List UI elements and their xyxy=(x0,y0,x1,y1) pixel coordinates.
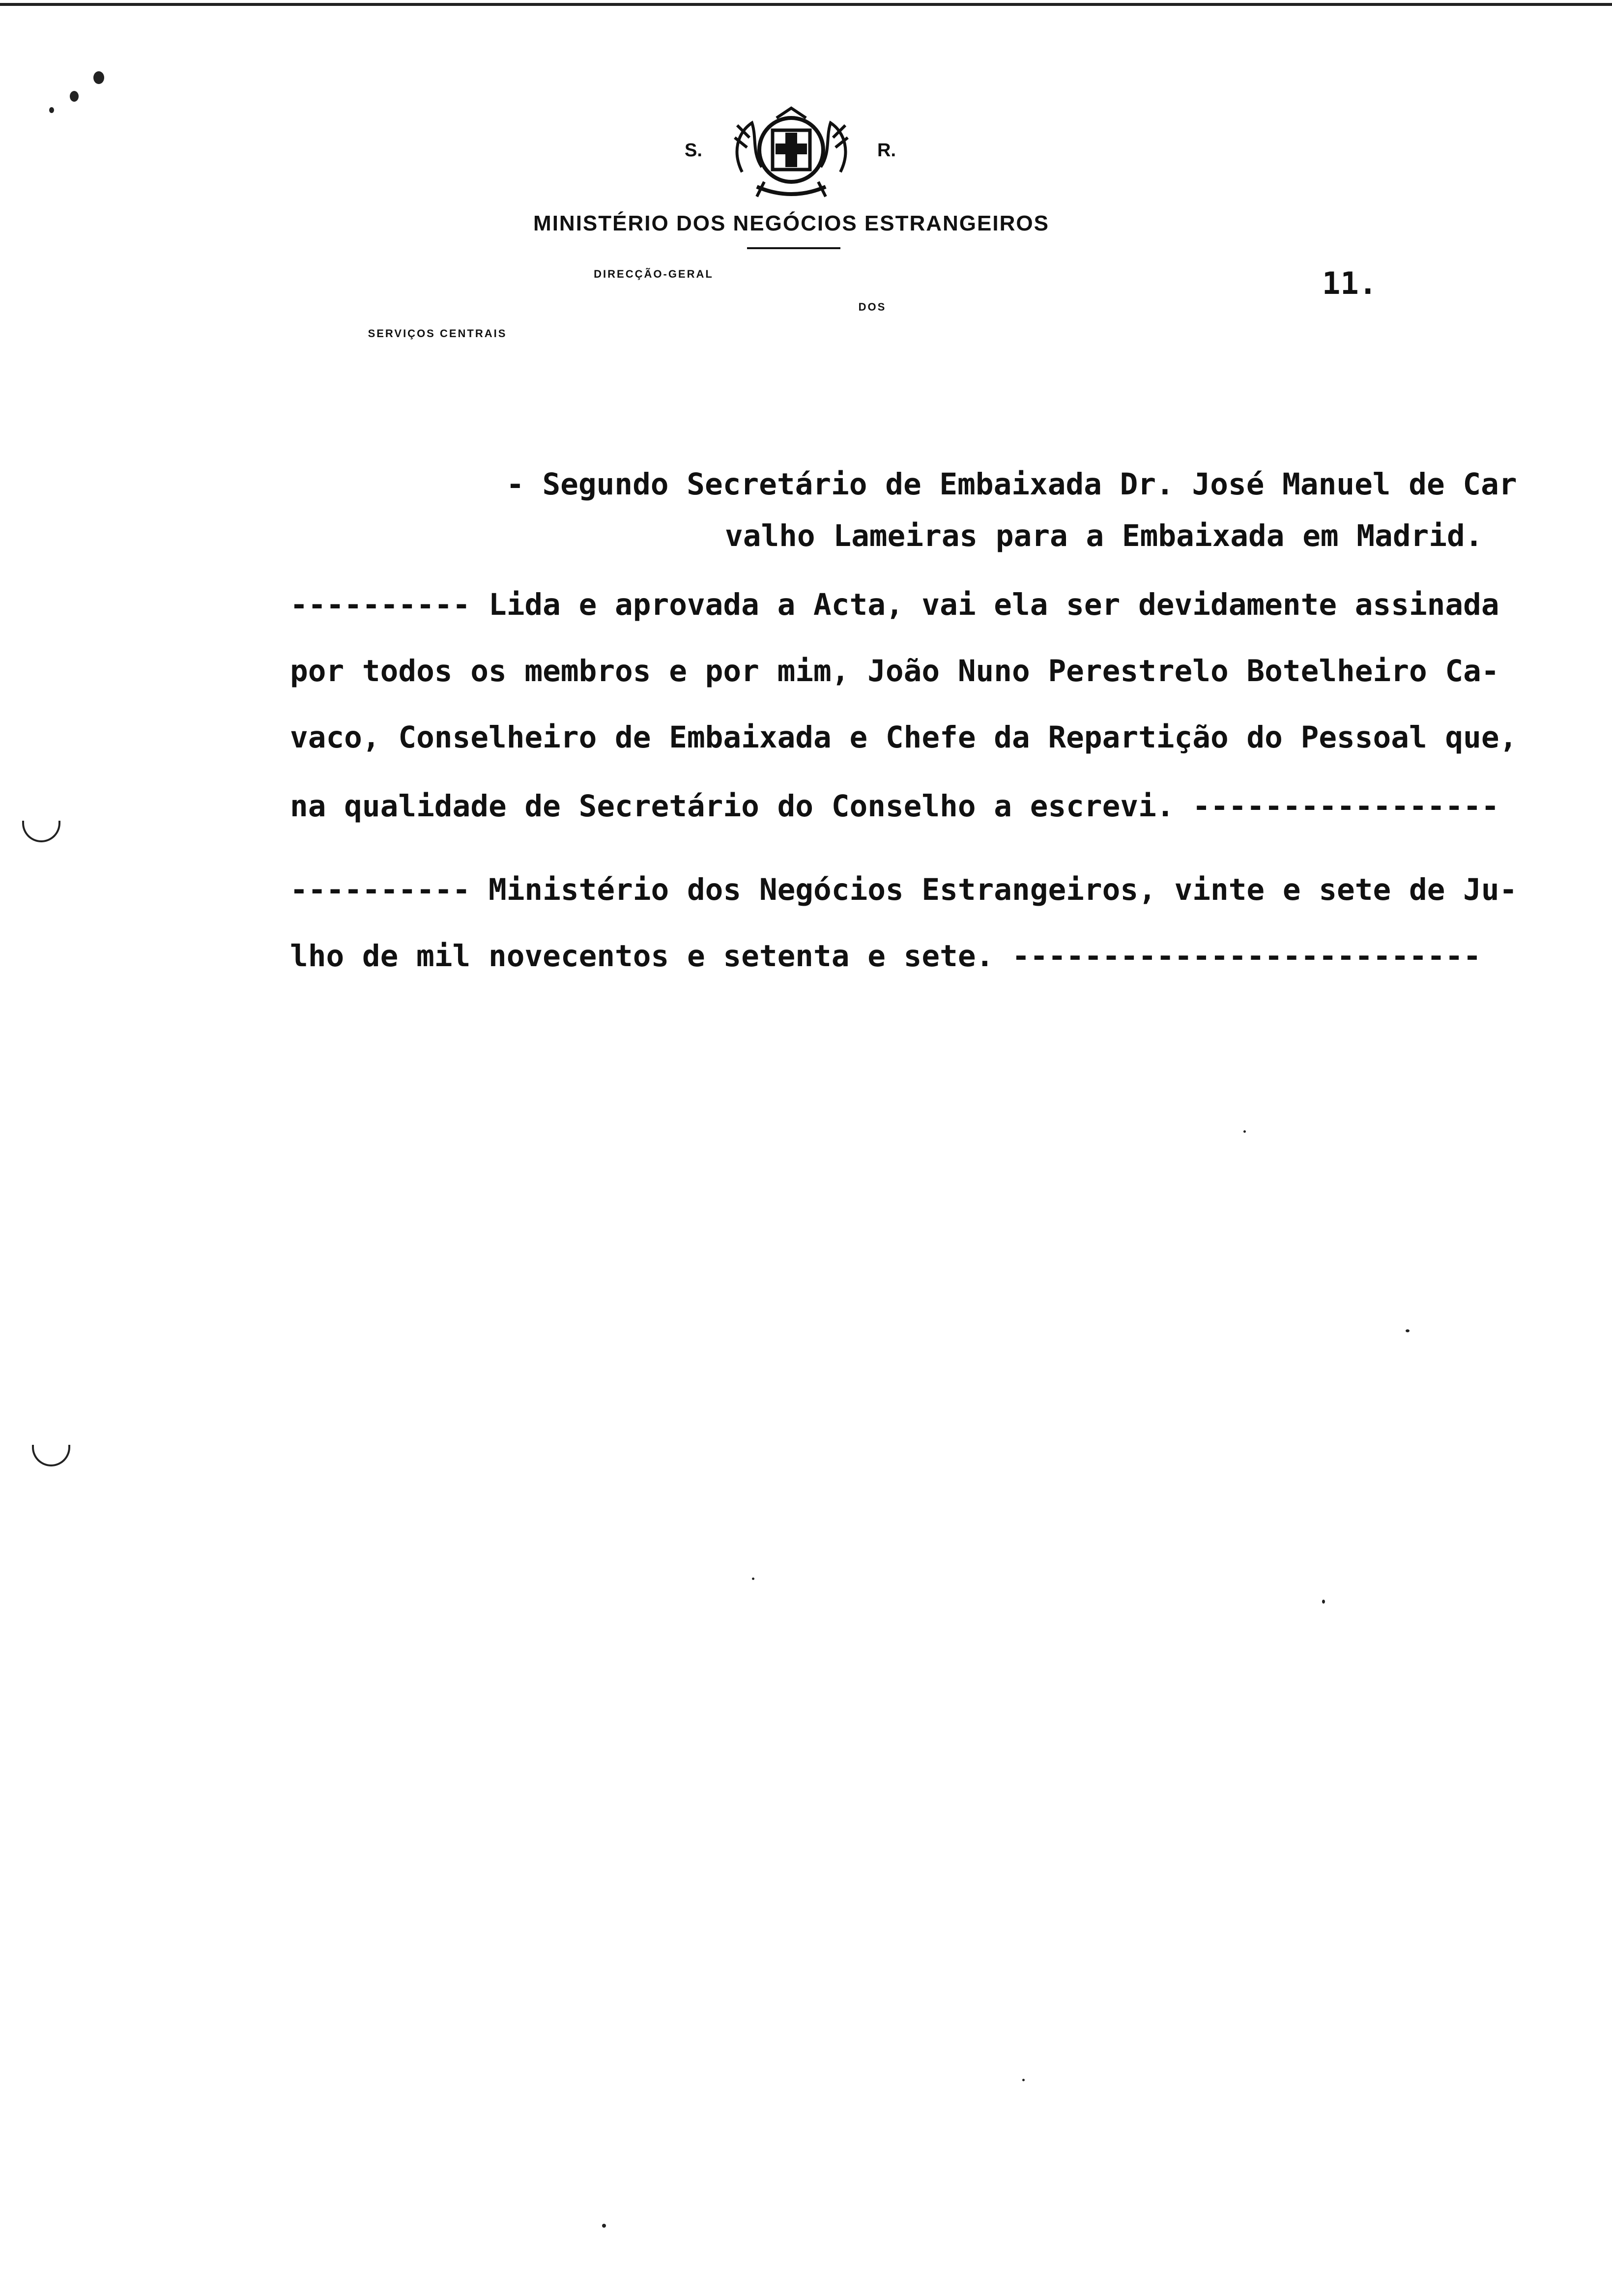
department-line-1: DIRECÇÃO-GERAL xyxy=(594,268,714,280)
body-line: por todos os membros e por mim, João Nuno Perestrelo Botelheiro Ca- xyxy=(290,654,1499,689)
scan-dust xyxy=(1406,1329,1410,1332)
body-line: valho Lameiras para a Embaixada em Madrid. xyxy=(725,518,1483,553)
page-number: 11. xyxy=(1322,265,1377,301)
scan-edge-line xyxy=(0,3,1612,6)
ministry-heading: MINISTÉRIO DOS NEGÓCIOS ESTRANGEIROS xyxy=(533,211,1049,235)
body-line: ---------- Ministério dos Negócios Estrangeiros, vinte e sete de Ju- xyxy=(290,872,1518,907)
heading-divider xyxy=(747,247,840,249)
scan-dust xyxy=(602,2224,606,2228)
letterhead-right-initial: R. xyxy=(877,140,896,161)
department-line-3: SERVIÇOS CENTRAIS xyxy=(368,327,507,340)
ink-speck xyxy=(93,71,104,84)
letterhead-left-initial: S. xyxy=(685,140,702,161)
scan-dust xyxy=(1243,1130,1246,1133)
body-line: - Segundo Secretário de Embaixada Dr. José Manuel de Car xyxy=(506,467,1517,502)
coat-of-arms-icon xyxy=(727,103,855,201)
ink-speck xyxy=(49,107,54,113)
body-line: lho de mil novecentos e setenta e sete. -------------------------- xyxy=(290,939,1481,974)
body-line: ---------- Lida e aprovada a Acta, vai ela ser devidamente assinada xyxy=(290,587,1499,622)
punch-hole-mark xyxy=(22,821,60,842)
punch-hole-mark xyxy=(32,1445,70,1466)
scan-dust xyxy=(1022,2079,1025,2081)
department-line-2: DOS xyxy=(858,301,887,313)
scan-dust xyxy=(1322,1600,1325,1604)
ink-speck xyxy=(70,91,79,102)
body-line: na qualidade de Secretário do Conselho a escrevi. ----------------- xyxy=(290,789,1499,824)
scan-dust xyxy=(752,1578,754,1580)
body-line: vaco, Conselheiro de Embaixada e Chefe da Repartição do Pessoal que, xyxy=(290,720,1518,755)
